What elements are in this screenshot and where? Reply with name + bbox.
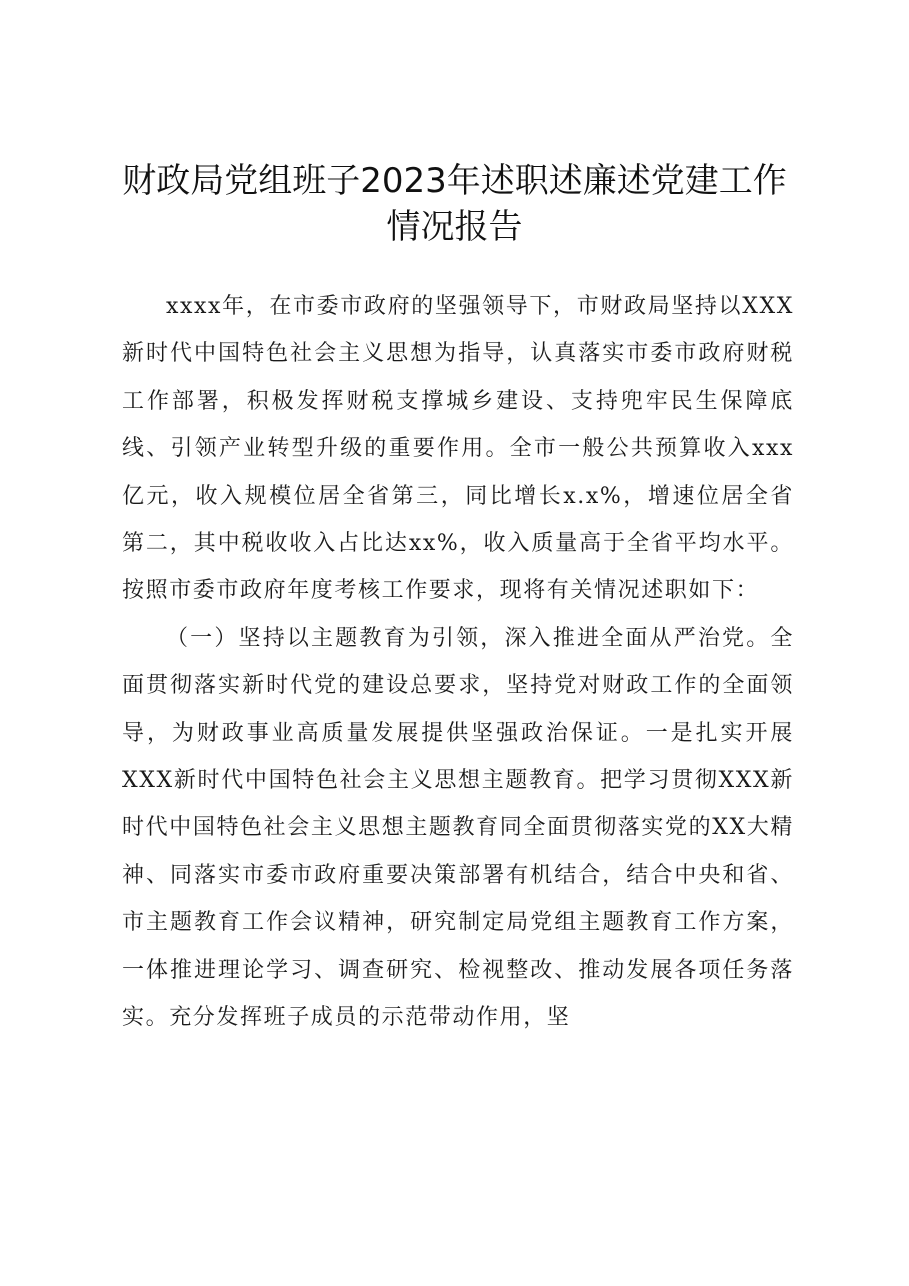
paragraph-intro: xxxx年，在市委市政府的坚强领导下，市财政局坚持以XXX新时代中国特色社会主义思想为指导，认真落实市委市政府财税工作部署，积极发挥财税支撑城乡建设、支持兜牢民生保障底线、引领产业转型升级的重要作用。全市一般公共预算收入xxx亿元，收入规模位居全省第三，同比增长x.x%，增速位居全省第二，其中税收收入占比达xx%，收入质量高于全省平均水平。按照市委市政府年度考核工作要求，现将有关情况述职如下： xyxy=(122,294,794,604)
title-line-2: 情况报告 xyxy=(386,207,523,247)
paragraph-section-1: （一）坚持以主题教育为引领，深入推进全面从严治党。全面贯彻落实新时代党的建设总要求，坚持党对财政工作的全面领导，为财政事业高质量发展提供坚强政治保证。一是扎实开展XXX新时代中国特色社会主义思想主题教育。把学习贯彻XXX新时代中国特色社会主义思想主题教育同全面贯彻落实党的XX大精神、同落实市委市政府重要决策部署有机结合，结合中央和省、市主题教育工作会议精神，研究制定局党组主题教育工作方案，一体推进理论学习、调查研究、检视整改、推动发展各项任务落实。充分发挥班子成员的示范带动作用，坚 xyxy=(122,625,794,1031)
document-body xyxy=(122,283,794,1042)
document-title xyxy=(120,158,789,250)
title-line-1: 财政局党组班子2023年述职述廉述党建工作 xyxy=(122,161,787,201)
